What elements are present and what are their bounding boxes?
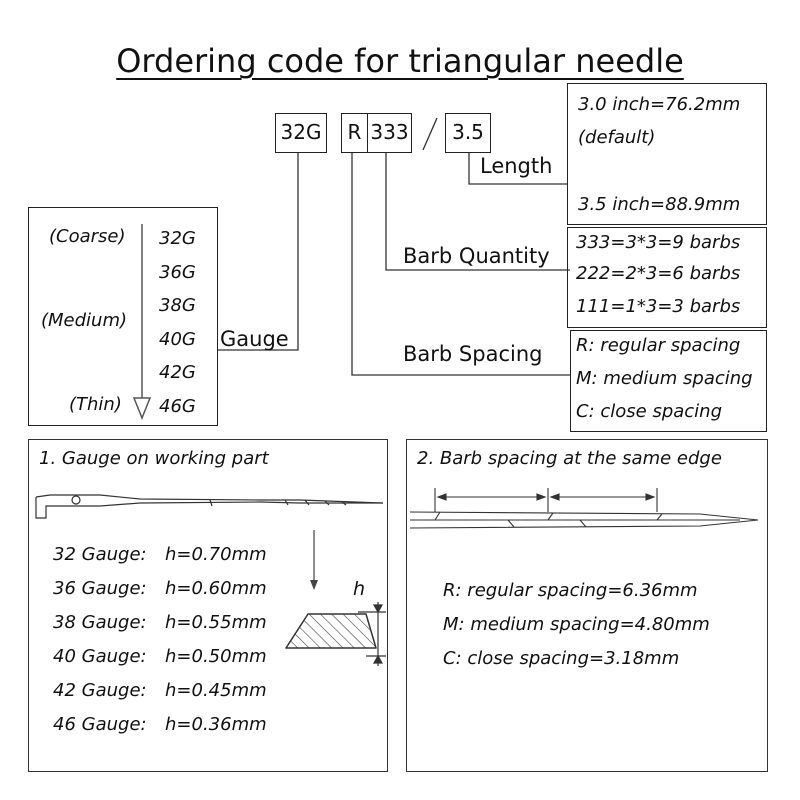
gauge-row-label: 42 Gauge: — [53, 680, 147, 701]
length-option-3-5: 3.5 inch=88.9mm — [578, 194, 741, 215]
length-default-note: (default) — [578, 127, 656, 148]
length-info-box — [567, 83, 767, 225]
gauge-row-value: h=0.45mm — [165, 680, 267, 701]
thin-label: (Thin) — [69, 394, 122, 415]
page-title: Ordering code for triangular needle — [116, 42, 684, 80]
barb-quantity-label: Barb Quantity — [403, 244, 550, 268]
gauge-option: 46G — [159, 396, 196, 417]
spacing-value-row: R: regular spacing=6.36mm — [443, 580, 698, 601]
length-label: Length — [480, 154, 553, 178]
spacing-option: R: regular spacing — [576, 335, 741, 356]
gauge-row-value: h=0.50mm — [165, 646, 267, 667]
gauge-row-value: h=0.70mm — [165, 544, 267, 565]
barb-spacing-info-box — [570, 330, 767, 432]
code-quantity-box: 333 — [367, 113, 412, 153]
gauge-working-part-panel — [28, 439, 388, 772]
coarse-label: (Coarse) — [49, 226, 126, 247]
spacing-value-row: C: close spacing=3.18mm — [443, 648, 680, 669]
medium-label: (Medium) — [41, 310, 128, 331]
code-length-box: 3.5 — [445, 113, 491, 153]
gauge-option: 32G — [159, 228, 196, 249]
gauge-option: 36G — [159, 262, 196, 283]
slash-line — [423, 118, 437, 150]
quantity-option: 222=2*3=6 barbs — [576, 263, 741, 284]
panel2-title: 2. Barb spacing at the same edge — [417, 448, 722, 469]
gauge-row-value: h=0.55mm — [165, 612, 267, 633]
barb-quantity-info-box — [567, 227, 767, 328]
barb-spacing-label: Barb Spacing — [403, 342, 543, 366]
spacing-option: M: medium spacing — [576, 368, 753, 389]
gauge-option: 40G — [159, 329, 196, 350]
barb-spacing-panel — [406, 439, 768, 772]
gauge-row-value: h=0.36mm — [165, 714, 267, 735]
gauge-row-label: 38 Gauge: — [53, 612, 147, 633]
gauge-row-label: 32 Gauge: — [53, 544, 147, 565]
spacing-option: C: close spacing — [576, 401, 723, 422]
quantity-option: 111=1*3=3 barbs — [576, 296, 741, 317]
gauge-row-label: 46 Gauge: — [53, 714, 147, 735]
spacing-value-row: M: medium spacing=4.80mm — [443, 614, 710, 635]
panel1-title: 1. Gauge on working part — [39, 448, 269, 469]
h-label: h — [353, 578, 366, 600]
code-spacing-box: R — [341, 113, 368, 153]
gauge-row-label: 40 Gauge: — [53, 646, 147, 667]
gauge-label: Gauge — [220, 327, 289, 351]
gauge-info-box — [28, 207, 218, 426]
quantity-option: 333=3*3=9 barbs — [576, 232, 741, 253]
gauge-option: 42G — [159, 362, 196, 383]
gauge-row-value: h=0.60mm — [165, 578, 267, 599]
gauge-option: 38G — [159, 295, 196, 316]
gauge-row-label: 36 Gauge: — [53, 578, 147, 599]
code-gauge-box: 32G — [275, 113, 327, 153]
length-option-3-0: 3.0 inch=76.2mm — [578, 94, 741, 115]
